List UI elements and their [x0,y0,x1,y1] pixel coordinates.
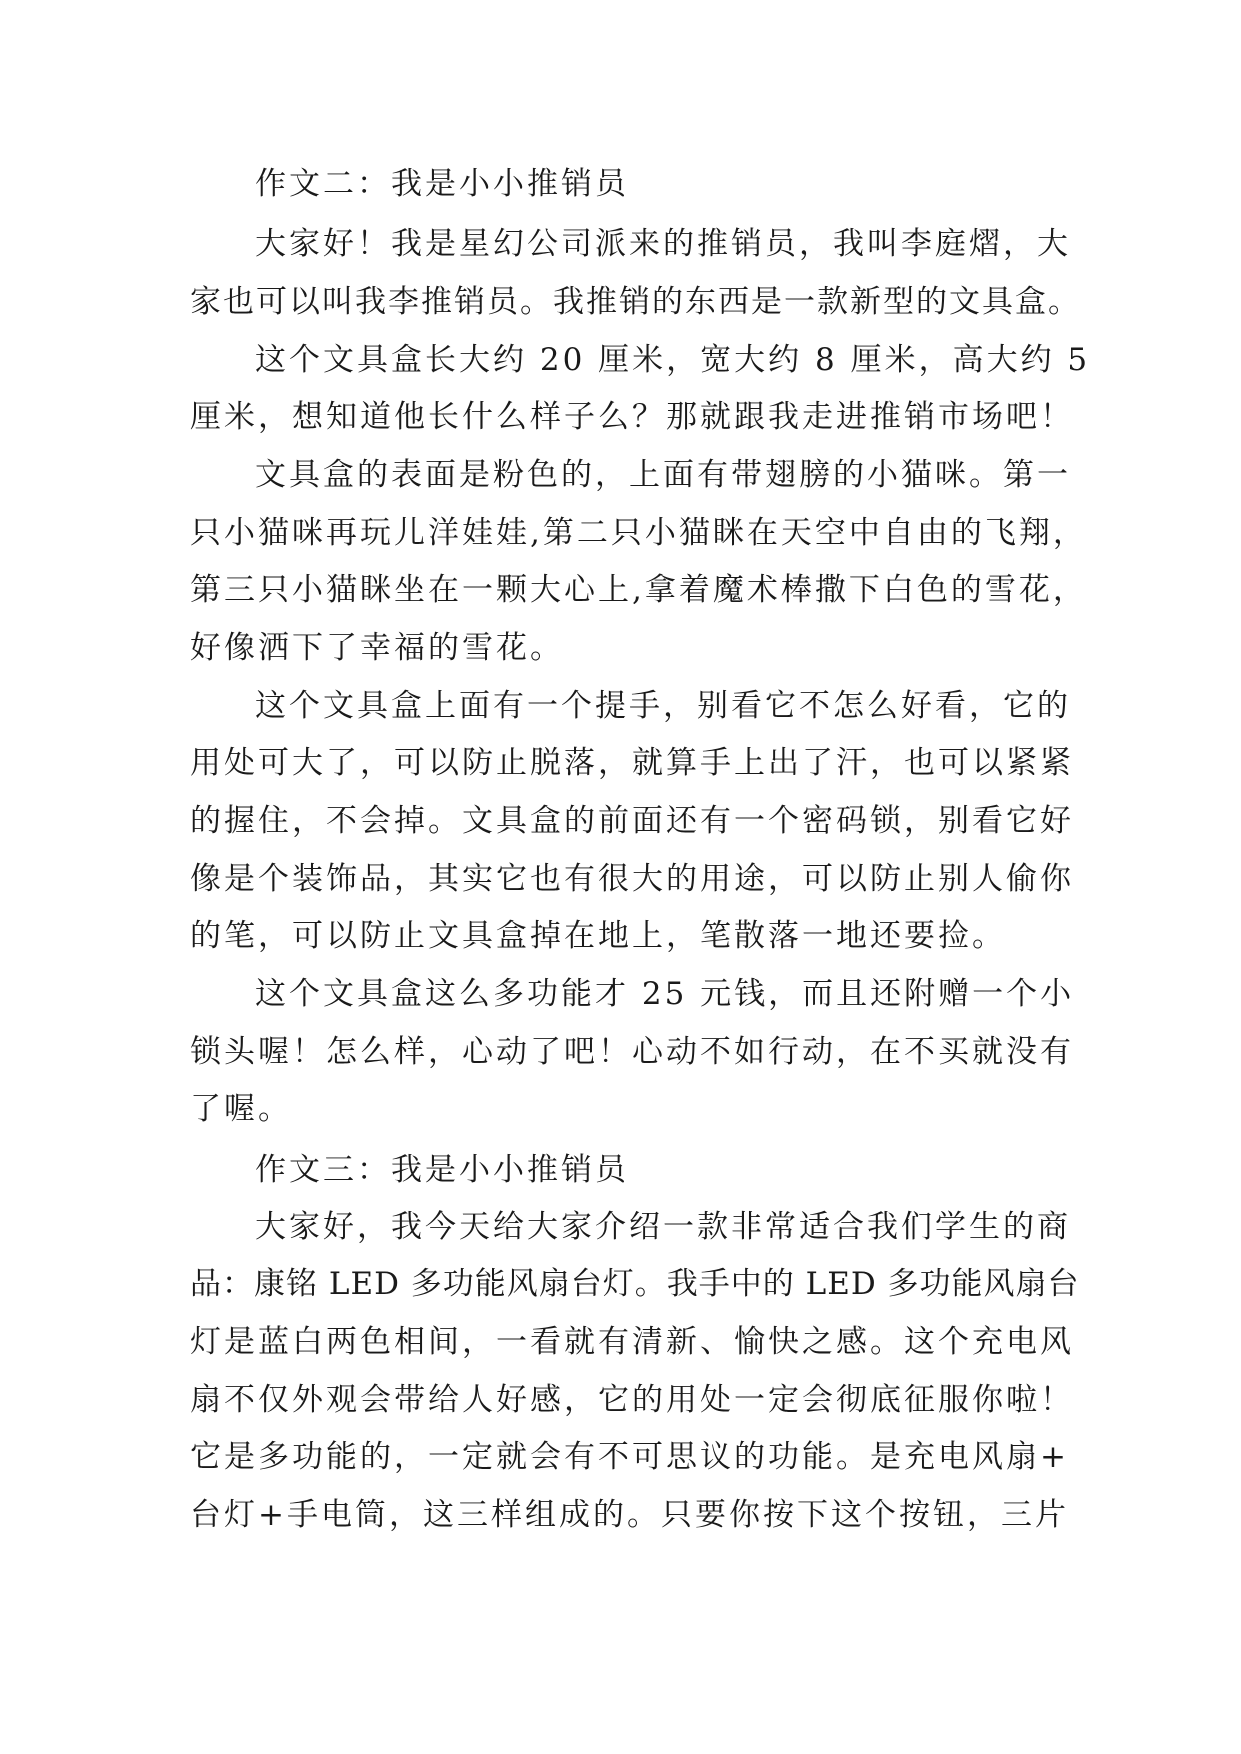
paragraph-line: 的握住，不会掉。文具盒的前面还有一个密码锁，别看它好 [190,803,1074,839]
essay-two-title: 作文二：我是小小推销员 [255,166,629,202]
paragraph-line: 文具盒的表面是粉色的，上面有带翅膀的小猫咪。第一 [255,457,1071,493]
paragraph-line: 家也可以叫我李推销员。我推销的东西是一款新型的文具盒。 [190,284,1081,320]
paragraph-line: 了喔。 [190,1091,292,1127]
paragraph-line: 像是个装饰品，其实它也有很大的用途，可以防止别人偷你 [190,861,1074,897]
paragraph-line: 大家好！我是星幻公司派来的推销员，我叫李庭熠，大 [255,226,1071,262]
paragraph-line: 大家好，我今天给大家介绍一款非常适合我们学生的商 [255,1209,1071,1245]
paragraph-line: 这个文具盒上面有一个提手，别看它不怎么好看，它的 [255,688,1071,724]
paragraph-line: 厘米，想知道他长什么样子么？那就跟我走进推销市场吧！ [190,399,1074,435]
paragraph-line: 台灯+手电筒，这三样组成的。只要你按下这个按钮，三片 [190,1497,1069,1533]
paragraph-line: 扇不仅外观会带给人好感，它的用处一定会彻底征服你啦！ [190,1382,1074,1418]
paragraph-line: 好像洒下了幸福的雪花。 [190,630,564,666]
paragraph-line: 的笔，可以防止文具盒掉在地上，笔散落一地还要捡。 [190,918,1006,954]
paragraph-line: 它是多功能的，一定就会有不可思议的功能。是充电风扇+ [190,1439,1069,1475]
paragraph-line: 第三只小猫眯坐在一颗大心上,拿着魔术棒撒下白色的雪花， [190,572,1087,608]
paragraph-line: 灯是蓝白两色相间，一看就有清新、愉快之感。这个充电风 [190,1324,1074,1360]
paragraph-line: 只小猫咪再玩儿洋娃娃,第二只小猫眯在天空中自由的飞翔， [190,515,1087,551]
paragraph-line: 品：康铭 LED 多功能风扇台灯。我手中的 LED 多功能风扇台 [190,1266,1080,1302]
paragraph-line: 用处可大了，可以防止脱落，就算手上出了汗，也可以紧紧 [190,745,1074,781]
paragraph-line: 这个文具盒长大约 20 厘米，宽大约 8 厘米，高大约 5 [255,342,1091,378]
paragraph-line: 锁头喔！怎么样，心动了吧！心动不如行动，在不买就没有 [190,1034,1074,1070]
paragraph-line: 这个文具盒这么多功能才 25 元钱，而且还附赠一个小 [255,976,1075,1012]
essay-three-title: 作文三：我是小小推销员 [255,1152,629,1188]
